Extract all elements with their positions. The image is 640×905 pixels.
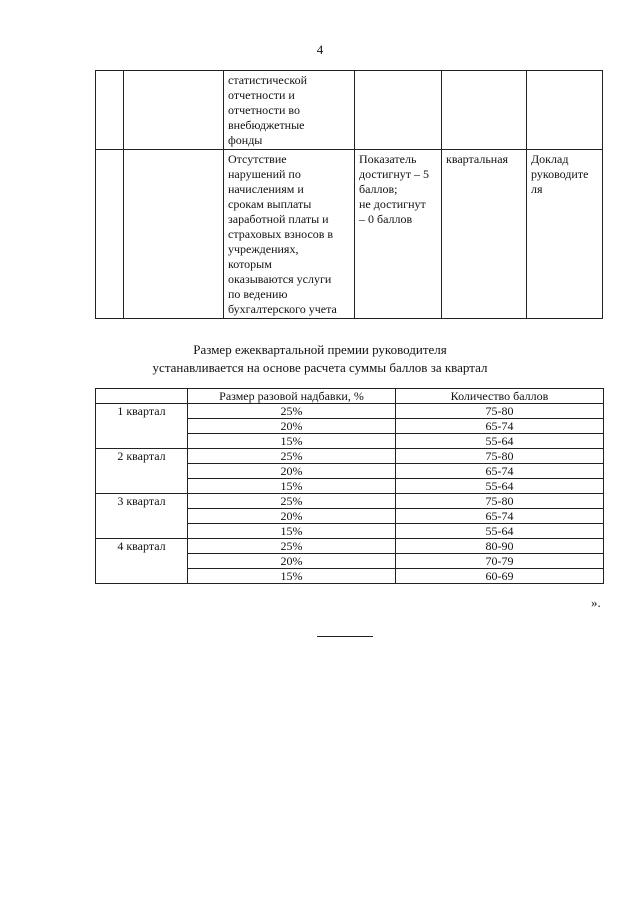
report-cell: Доклад руководите ля — [527, 150, 603, 319]
closing-quote: ». — [591, 595, 601, 610]
percent-cell: 15% — [188, 479, 396, 494]
indicator-cell: Отсутствие нарушений по начислениям и срокам выплаты заработной платы и страховых взносов в учреждениях, которым оказываются услуги по ведению бухгалтерского учета — [224, 150, 355, 319]
points-cell: 65-74 — [396, 464, 604, 479]
criteria-table — [95, 70, 603, 319]
points-cell: 65-74 — [396, 509, 604, 524]
table-row — [96, 404, 604, 419]
table-cell — [355, 71, 442, 150]
quarter-cell: 4 квартал — [96, 539, 188, 584]
quarter-cell: 2 квартал — [96, 449, 188, 494]
header-row — [96, 389, 604, 404]
table-row — [96, 539, 604, 554]
page-number: 4 — [316, 42, 324, 57]
table-cell — [442, 71, 527, 150]
end-rule — [317, 636, 373, 637]
percent-cell: 25% — [188, 404, 396, 419]
points-cell: 75-80 — [396, 404, 604, 419]
percent-cell: 15% — [188, 524, 396, 539]
points-cell: 55-64 — [396, 479, 604, 494]
percent-cell: 20% — [188, 554, 396, 569]
table-cell — [96, 71, 124, 150]
table-cell — [124, 71, 224, 150]
header-cell: Размер разовой надбавки, % — [188, 389, 396, 404]
percent-cell: 20% — [188, 464, 396, 479]
quarter-cell: 1 квартал — [96, 404, 188, 449]
points-cell: 65-74 — [396, 419, 604, 434]
criteria-cell: Показатель достигнут – 5 баллов; не достигнут – 0 баллов — [355, 150, 442, 319]
percent-cell: 25% — [188, 539, 396, 554]
percent-cell: 20% — [188, 509, 396, 524]
points-cell: 60-69 — [396, 569, 604, 584]
premium-table — [95, 388, 604, 584]
table-row — [96, 449, 604, 464]
percent-cell: 15% — [188, 434, 396, 449]
periodicity-cell: квартальная — [442, 150, 527, 319]
points-cell: 80-90 — [396, 539, 604, 554]
table-row — [96, 150, 603, 319]
points-cell: 55-64 — [396, 524, 604, 539]
table-cell — [96, 150, 124, 319]
points-cell: 70-79 — [396, 554, 604, 569]
table-cell — [124, 150, 224, 319]
table-caption-line1: Размер ежеквартальной премии руководителя — [193, 342, 447, 357]
table-caption-line2: устанавливается на основе расчета суммы баллов за квартал — [152, 360, 488, 375]
percent-cell: 20% — [188, 419, 396, 434]
percent-cell: 25% — [188, 449, 396, 464]
percent-cell: 15% — [188, 569, 396, 584]
header-cell: Количество баллов — [396, 389, 604, 404]
header-cell — [96, 389, 188, 404]
table-row — [96, 494, 604, 509]
table-cell — [527, 71, 603, 150]
table-row — [96, 71, 603, 150]
points-cell: 75-80 — [396, 449, 604, 464]
indicator-cell: статистической отчетности и отчетности во внебюджетные фонды — [224, 71, 355, 150]
points-cell: 75-80 — [396, 494, 604, 509]
points-cell: 55-64 — [396, 434, 604, 449]
quarter-cell: 3 квартал — [96, 494, 188, 539]
percent-cell: 25% — [188, 494, 396, 509]
